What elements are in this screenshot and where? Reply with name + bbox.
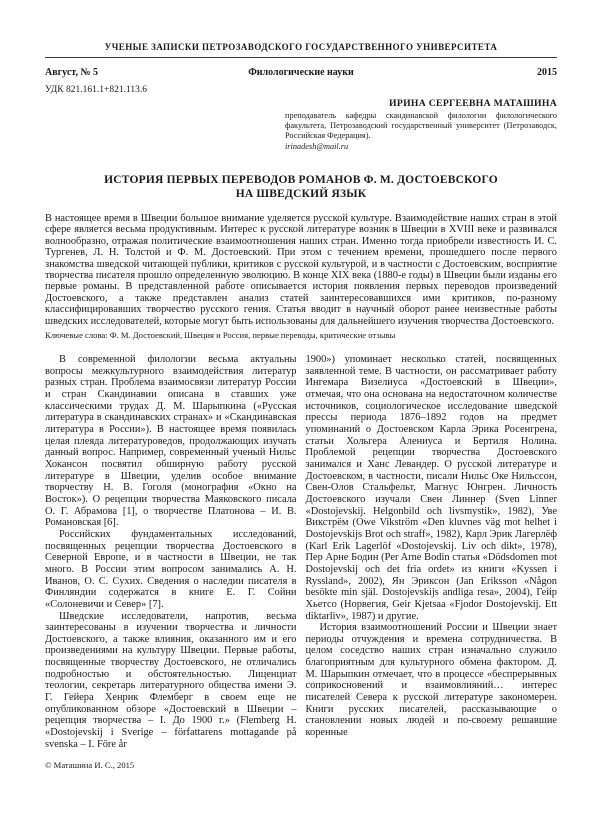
year-label: 2015	[537, 67, 557, 78]
udc-code: УДК 821.161.1+821.113.6	[45, 85, 147, 95]
author-email: irinadesh@mail.ru	[285, 142, 349, 151]
keywords-line	[45, 330, 557, 340]
body-columns	[45, 354, 557, 750]
header-divider	[45, 57, 557, 58]
left-column	[45, 354, 297, 750]
author-name: ИРИНА СЕРГЕЕВНА МАТАШИНА	[389, 98, 557, 109]
right-column	[306, 354, 558, 750]
author-affiliation: преподаватель кафедры скандинавской филологии филологического факультета, Петрозаводский государственный университет (Петрозаводск, Российская Федерация).	[285, 111, 557, 140]
article-title-line2: НА ШВЕДСКИЙ ЯЗЫК	[235, 187, 367, 200]
section-label: Филологические науки	[248, 67, 354, 78]
issue-label: Август, № 5	[45, 67, 99, 78]
article-abstract: В настоящее время в Швеции большое внимание уделяется русской культуре. Взаимодействие наших стран в этой сфере является весьма продуктивным. Интерес к русской литературе возник в Швеции в XVIII веке и развивался волнообразно, отражая политические взаимоотношения наших стран. Именно тогда приобрели известность И. С. Тургенев, Л. Н. Толстой и Ф. М. Достоевский. При этом с течением времени, прошедшего после первого знакомства шведской читающей публики, критиков с русской культурой, и в частности с Достоевским, восприятие творчества писателя прошло определенную эволюцию. В конце XIX века (1880-е годы) в Швеции были изданы его первые романы. В представленной работе описывается история появления первых переводов произведений Достоевского, а также представлен анализ статей заинтересовавшихся ими критиков, по-разному классифицировавших творчество русского гения. Статья вводит в научный оборот ранее неизвестные работы шведских исследователей, которые могут быть использованы для дальнейшего изучения творчества Достоевского.	[45, 213, 557, 327]
journal-header-title: УЧЕНЫЕ ЗАПИСКИ ПЕТРОЗАВОДСКОГО ГОСУДАРСТВЕННОГО УНИВЕРСИТЕТА	[104, 42, 498, 52]
copyright-notice: © Маташина И. С., 2015	[45, 760, 135, 771]
keywords-label: Ключевые слова:	[45, 330, 108, 341]
body-paragraph: 1900») упоминает несколько статей, посвященных заявленной теме. В частности, он рассматривает работу Ингемара Визелиуса «Достоевский в Швеции», отмечая, что она основана на недостаточном количестве источников, социологическое исследование шведской прессы периода 1876–1892 годов на предмет упоминаний о Достоевском Карла Эрика Росенгрена, статьи Хольгера Алениуса и Бертиля Нолина. Проблемой рецепции творчества Достоевского занимался и Ханс Левандер. О русской литературе и Достоевском, в частности, писали Нильс Оке Нильссон, Свен-Олов Стальфельт, Магнус Юнгрен. Личность Достоевского изучали Свен Линнер (Sven Linner «Dostojevskij. Helgonbild och livsmystik», 1982), Уве Викстрём (Owe Vikström «Den kluvnes väg mot helhet i Dostojevskijs Brot och straff», 1982), Карл Эрик Лагерлёф (Karl Erik Lagerlöf «Dostojevskij. Liv och dikt», 1978), Пер Арне Бодин (Per Arne Bodin статья «Dödsdomen mot Dostojevskij och det fria ordet» из книги «Kyssen i Ryssland», 2002), Ян Эриксон (Jan Eriksson «Någon besökte min själ. Dostojevskijs andliga resa», 2004), Гейр Хьетсо (Норвегия, Geir Kjetsaa «Fjodor Dostojevskij. Ett diktarliv», 1987) и другие.	[305, 354, 557, 622]
keywords-text: Ф. М. Достоевский, Швеция и Россия, первые переводы, критические отзывы	[109, 330, 396, 341]
author-block	[285, 98, 557, 151]
body-paragraph: Российских фундаментальных исследований, посвященных рецепции творчества Достоевского в Северной Европе, и в частности в Швеции, не так много. В России этим вопросом занимались А. Н. Иванов, О. С. Сухих. Сведения о наследии писателя в Финляндии содержатся в книге Е. Г. Сойни «Солоневичи и Север» [7].	[45, 528, 297, 610]
body-paragraph: В современной филологии весьма актуальны вопросы межкультурного взаимодействия литератур разных стран. Проблема взаимосвязи литератур России и стран Скандинавии описана в ставших уже классическими трудах Д. М. Шарыпкина («Русская литература в скандинавских странах» и «Скандинавская литература в России»). В настоящее время появилась целая плеяда литературоведов, продолжающих изучать данный вопрос. Например, современный ученый Нильс Хокансон посвятил обширную работу русской литературе в Швеции, уделив особое внимание творчеству Н. В. Гоголя (монография «Окно на Восток»). О рецепции творчества Маяковского писала О. Г. Абрамова [1], о творчестве Платонова – И. В. Романовская [6].	[45, 354, 297, 529]
article-title-line1: ИСТОРИЯ ПЕРВЫХ ПЕРЕВОДОВ РОМАНОВ Ф. М. ДОСТОЕВСКОГО	[104, 174, 498, 186]
article-title	[45, 174, 557, 201]
body-paragraph: Шведские исследователи, напротив, весьма заинтересованы в изучении творчества и личности Достоевского, а также влияния, оказанного им и его произведениями на культуру Швеции. Первые работы, посвященные творчеству Достоевского, не отличались подробностью и обстоятельностью. Лиценциат теологии, секретарь литературного общества имени Э. Г. Гейера Хенрик Флемберг в своем еще не опубликованном обзоре «Достоевский в Швеции – рецепция творчества – I. До 1900 г.» (Flemberg H. «Dostojevskij i Sverige – författarens mottagande på svenska – I. Före år	[45, 610, 297, 750]
issue-row	[45, 67, 557, 78]
body-paragraph: История взаимоотношений России и Швеции знает периоды отчуждения и времена сотрудничества. В целом соседство наших стран изначально служило благоприятным для культурного обмена фактором. Д. М. Шарыпкин отмечает, что в процессе «беспрерывных соприкосновений и взаимовлияний… интерес писателей Севера к русской литературе закономерен. Книги русских писателей, рассказывающие о становлении новых людей и по-своему решавшие коренные	[305, 622, 557, 739]
